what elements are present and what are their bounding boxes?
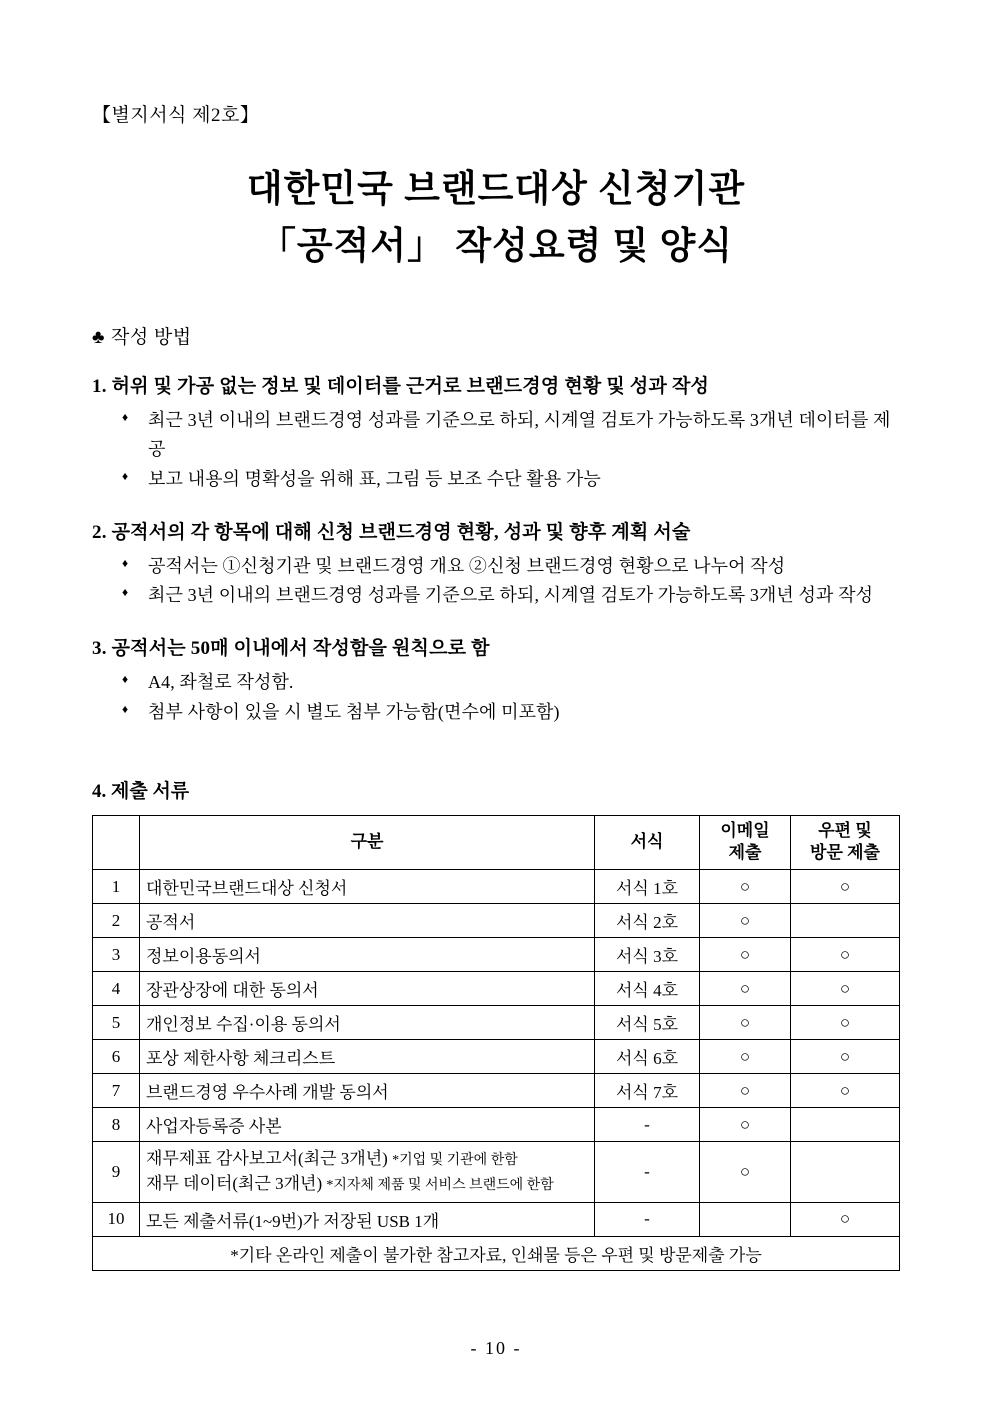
list-item-1-title: 1. 허위 및 가공 없는 정보 및 데이터를 근거로 브랜드경영 현황 및 성과 작성: [92, 375, 710, 397]
page-title: [92, 161, 900, 276]
cell-email: ○: [700, 1074, 791, 1108]
cell-post: [791, 1142, 900, 1202]
cell-post: ○: [791, 972, 900, 1006]
cell-email: ○: [700, 904, 791, 938]
cell-name: 공적서: [140, 904, 595, 938]
cell-name: 브랜드경영 우수사례 개발 동의서: [140, 1074, 595, 1108]
cell-post: ○: [791, 938, 900, 972]
cell-email: ○: [700, 938, 791, 972]
cell-form: 서식 6호: [595, 1040, 700, 1074]
table-row: [93, 938, 900, 972]
cell-form: 서식 1호: [595, 870, 700, 904]
list-item-3-title: 3. 공적서는 50매 이내에서 작성함을 원칙으로 함: [92, 638, 490, 660]
cell-name: 대한민국브랜드대상 신청서: [140, 870, 595, 904]
list-item: ♦ 보고 내용의 명확성을 위해 표, 그림 등 보조 수단 활용 가능: [92, 465, 900, 495]
cell-no: 6: [93, 1040, 140, 1074]
table-row: [93, 1006, 900, 1040]
cell-no: 8: [93, 1108, 140, 1142]
cell-no: 5: [93, 1006, 140, 1040]
cell-name: 개인정보 수집·이용 동의서: [140, 1006, 595, 1040]
cell-no: 9: [93, 1142, 140, 1202]
cell-no: 2: [93, 904, 140, 938]
page-number: - 10 -: [470, 1338, 522, 1358]
cell-email: ○: [700, 870, 791, 904]
cell-email: ○: [700, 1006, 791, 1040]
cell-name: 포상 제한사항 체크리스트: [140, 1040, 595, 1074]
cell-post: ○: [791, 1202, 900, 1236]
list-item-1-bullets: [92, 406, 900, 495]
cell-form: -: [595, 1142, 700, 1202]
cell-no: 3: [93, 938, 140, 972]
cell-name-line-1: [146, 1147, 588, 1172]
cell-name-line-1-main: 재무제표 감사보고서(최근 3개년): [146, 1149, 388, 1169]
table-header-row: [93, 815, 900, 870]
table-row: [93, 972, 900, 1006]
list-item-2-bullets: [92, 552, 900, 611]
cell-name-line-2-note: *지자체 제품 및 서비스 브랜드에 한함: [326, 1178, 554, 1194]
header-category: 구분: [140, 815, 595, 870]
cell-post: [791, 904, 900, 938]
cell-form: 서식 5호: [595, 1006, 700, 1040]
cell-email: ○: [700, 1142, 791, 1202]
cell-no: 4: [93, 972, 140, 1006]
cell-email: ○: [700, 1040, 791, 1074]
header-no: [93, 815, 140, 870]
table-footnote: *기타 온라인 제출이 불가한 참고자료, 인쇄물 등은 우편 및 방문제출 가능: [93, 1236, 900, 1270]
cell-name: 사업자등록증 사본: [140, 1108, 595, 1142]
list-item: ♦ A4, 좌철로 작성함.: [92, 668, 900, 698]
list-item: ♦ 최근 3년 이내의 브랜드경영 성과를 기준으로 하되, 시계열 검토가 가능하도록 3개년 성과 작성: [92, 581, 900, 611]
table-row: [93, 1202, 900, 1236]
table-footnote-row: [93, 1236, 900, 1270]
table-row: [93, 870, 900, 904]
list-item: ♦ 최근 3년 이내의 브랜드경영 성과를 기준으로 하되, 시계열 검토가 가능하도록 3개년 데이터를 제공: [92, 406, 900, 465]
header-form: 서식: [595, 815, 700, 870]
cell-no: 7: [93, 1074, 140, 1108]
cell-no: 1: [93, 870, 140, 904]
table-row: [93, 1074, 900, 1108]
cell-form: -: [595, 1108, 700, 1142]
cell-name: 장관상장에 대한 동의서: [140, 972, 595, 1006]
list-item-2-title: 2. 공적서의 각 항목에 대해 신청 브랜드경영 현황, 성과 및 향후 계획 서술: [92, 521, 691, 543]
submit-documents-table: [92, 815, 900, 1271]
list-item: ♦ 첨부 사항이 있을 시 별도 첨부 가능함(면수에 미포함): [92, 698, 900, 728]
cell-form: 서식 7호: [595, 1074, 700, 1108]
cell-name: 정보이용동의서: [140, 938, 595, 972]
table-body: [93, 870, 900, 1270]
cell-form: -: [595, 1202, 700, 1236]
list-item-3-bullets: [92, 668, 900, 727]
cell-name: 모든 제출서류(1~9번)가 저장된 USB 1개: [140, 1202, 595, 1236]
cell-post: ○: [791, 870, 900, 904]
table-row: [93, 1040, 900, 1074]
cell-post: [791, 1108, 900, 1142]
header-email-submit: [700, 815, 791, 870]
club-icon: ♣: [92, 326, 105, 348]
cell-form: 서식 4호: [595, 972, 700, 1006]
table-row: [93, 1142, 900, 1202]
section-heading: [92, 322, 900, 349]
cell-form: 서식 2호: [595, 904, 700, 938]
table-header: [93, 815, 900, 870]
cell-name: [140, 1142, 595, 1202]
title-line-2: 「공적서」 작성요령 및 양식: [258, 226, 734, 268]
header-post-line1: 우편 및: [818, 820, 872, 840]
submit-documents-heading: 4. 제출 서류: [92, 780, 190, 802]
cell-form: 서식 3호: [595, 938, 700, 972]
table-row: [93, 1108, 900, 1142]
header-post-line2: 방문 제출: [810, 843, 880, 863]
cell-name-line-1-note: *기업 및 기관에 한함: [392, 1153, 518, 1169]
section-heading-label: 작성 방법: [110, 326, 192, 348]
header-email-line1: 이메일: [720, 820, 770, 840]
header-email-line2: 제출: [728, 843, 762, 863]
cell-post: ○: [791, 1006, 900, 1040]
form-tag: 【별지서식 제2호】: [92, 105, 260, 126]
table-row: [93, 904, 900, 938]
cell-post: ○: [791, 1040, 900, 1074]
cell-email: ○: [700, 1108, 791, 1142]
cell-email: ○: [700, 972, 791, 1006]
cell-email: [700, 1202, 791, 1236]
spacer: [92, 750, 900, 776]
cell-post: ○: [791, 1074, 900, 1108]
cell-name-line-2-main: 재무 데이터(최근 3개년): [146, 1174, 323, 1194]
cell-name-line-2: [146, 1172, 588, 1197]
cell-no: 10: [93, 1202, 140, 1236]
list-item: ♦ 공적서는 ①신청기관 및 브랜드경영 개요 ②신청 브랜드경영 현황으로 나누어 작성: [92, 552, 900, 582]
title-line-1: 대한민국 브랜드대상 신청기관: [246, 169, 746, 210]
header-post-submit: [791, 815, 900, 870]
